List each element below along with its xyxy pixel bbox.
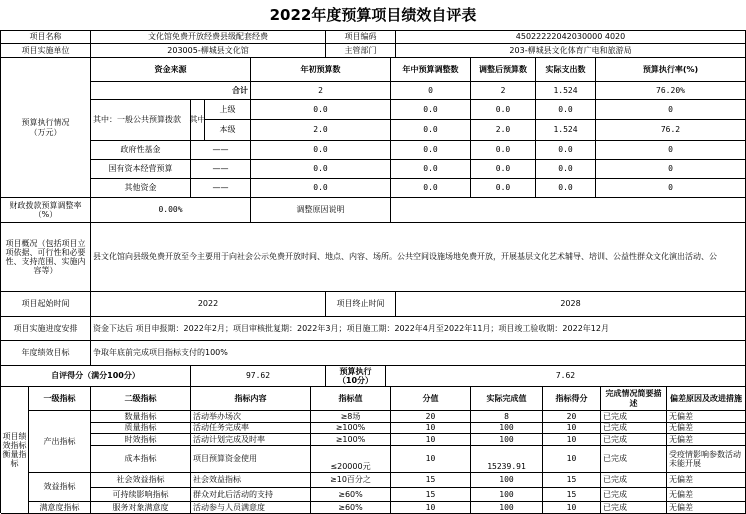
state-adjusted: 0.0 [471,160,536,179]
header-source: 资金来源 [91,58,251,82]
ind-row-6-value: ≥60% [311,502,391,514]
local-adjusted: 2.0 [471,120,536,141]
l1-output: 产出指标 [29,411,91,473]
ind-row-2-content: 活动计划完成及时率 [191,434,311,446]
ind-row-1-got: 10 [543,423,601,434]
state-rate: 0 [596,160,746,179]
local-mid: 0.0 [391,120,471,141]
ind-row-4-got: 15 [543,473,601,488]
ind-row-3-desc: 已完成 [601,446,667,473]
exec-score-label: 预算执行 （10分） [326,366,386,387]
other-adjusted: 0.0 [471,179,536,198]
l1-benefit: 效益指标 [29,473,91,502]
annual-goal-label: 年度绩效目标 [1,341,91,366]
ind-row-3-actual: 15239.91 [471,446,543,473]
ind-row-6-content: 活动参与人员满意度 [191,502,311,514]
total-label: 合计 [91,82,251,100]
total-actual: 1.524 [536,82,596,100]
gov-adjusted: 0.0 [471,141,536,160]
ind-header-desc: 完成情况简要描述 [601,387,667,411]
gov-rate: 0 [596,141,746,160]
self-score-label: 自评得分（满分100分） [1,366,191,387]
end-time-label: 项目终止时间 [326,292,396,317]
state-initial: 0.0 [251,160,391,179]
ind-row-5-content: 群众对此后活动的支持 [191,488,311,502]
impl-unit-label: 项目实施单位 [1,44,91,58]
ind-row-6-score: 10 [391,502,471,514]
start-time-label: 项目起始时间 [1,292,91,317]
ind-row-4-desc: 已完成 [601,473,667,488]
other-dash: —— [191,179,251,198]
gov-initial: 0.0 [251,141,391,160]
local-rate: 76.2 [596,120,746,141]
ind-row-1-desc: 已完成 [601,423,667,434]
local-actual: 1.524 [536,120,596,141]
project-name: 文化馆免费开放经费县级配套经费 [91,31,326,44]
total-rate: 76.20% [596,82,746,100]
adjust-reason [391,198,746,223]
ind-row-5-value: ≥60% [311,488,391,502]
ind-row-0-reason: 无偏差 [667,411,746,423]
gov-fund-label: 政府性基金 [91,141,191,160]
ind-row-5-l2: 可持续影响指标 [91,488,191,502]
ind-row-1-content: 活动任务完成率 [191,423,311,434]
ind-row-5-got: 15 [543,488,601,502]
total-adjusted: 2 [471,82,536,100]
ind-row-2-value: ≥100% [311,434,391,446]
header-mid-adjust: 年中预算调整数 [391,58,471,82]
ind-row-0-value: ≥8场 [311,411,391,423]
ind-row-4-content: 社会效益指标 [191,473,311,488]
upper-adjusted: 0.0 [471,100,536,120]
ind-header-l1: 一级指标 [29,387,91,411]
ind-row-3-l2: 成本指标 [91,446,191,473]
header-actual: 实际支出数 [536,58,596,82]
other-mid: 0.0 [391,179,471,198]
header-adjusted: 调整后预算数 [471,58,536,82]
gov-actual: 0.0 [536,141,596,160]
ind-row-5-score: 15 [391,488,471,502]
ind-row-2-desc: 已完成 [601,434,667,446]
start-time: 2022 [91,292,326,317]
ind-row-2-actual: 100 [471,434,543,446]
ind-row-6-got: 10 [543,502,601,514]
gov-mid: 0.0 [391,141,471,160]
overview-label: 项目概况（包括项目立项依据、可行性和必要性、支持范围、实施内容等） [1,223,91,292]
local-label: 本级 [205,120,251,141]
ind-row-5-reason: 无偏差 [667,488,746,502]
state-capital-dash: —— [191,160,251,179]
ind-row-1-reason: 无偏差 [667,423,746,434]
ind-row-0-score: 20 [391,411,471,423]
adjust-rate-label: 财政拨款预算调整率 （%） [1,198,91,223]
general-label: 其中：一般公共预算拨款 [91,100,191,141]
ind-row-4-reason: 无偏差 [667,473,746,488]
other-initial: 0.0 [251,179,391,198]
ind-header-value: 指标值 [311,387,391,411]
progress-label: 项目实施进度安排 [1,317,91,341]
exec-score-value: 7.62 [386,366,746,387]
state-mid: 0.0 [391,160,471,179]
overview-text: 县文化馆向县级免费开放至今主要用于向社会公示免费开放时间、地点、内容、场所。公共空间设施场地免费开放，开展基层文化艺术辅导、培训、公益性群众文化演出活动、公 [91,223,746,292]
ind-header-reason: 偏差原因及改进措施 [667,387,746,411]
ind-row-6-reason: 无偏差 [667,502,746,514]
ind-row-1-actual: 100 [471,423,543,434]
upper-rate: 0 [596,100,746,120]
ind-row-0-desc: 已完成 [601,411,667,423]
ind-row-0-content: 活动举办场次 [191,411,311,423]
adjust-rate-value: 0.00% [91,198,251,223]
ind-row-6-actual: 100 [471,502,543,514]
ind-row-4-l2: 社会效益指标 [91,473,191,488]
ind-row-4-actual: 100 [471,473,543,488]
project-code: 45022222042030000 4020 [396,31,746,44]
state-actual: 0.0 [536,160,596,179]
ind-header-actual: 实际完成值 [471,387,543,411]
upper-mid: 0.0 [391,100,471,120]
impl-unit: 203005-柳城县文化馆 [91,44,326,58]
of-which-label: 其中 [191,100,205,141]
other-actual: 0.0 [536,179,596,198]
ind-row-3-score: 10 [391,446,471,473]
indicator-section-label: 项目绩效指标衡量指标 [1,387,29,514]
self-score-value: 97.62 [191,366,326,387]
evaluation-table [0,30,746,513]
ind-row-3-content: 项目预算资金使用 [191,446,311,473]
total-mid: 0 [391,82,471,100]
ind-row-4-score: 15 [391,473,471,488]
ind-header-content: 指标内容 [191,387,311,411]
other-rate: 0 [596,179,746,198]
annual-goal-text: 争取年底前完成项目指标支付的100% [91,341,746,366]
adjust-reason-label: 调整原因说明 [251,198,391,223]
budget-section-label: 预算执行情况 （万元） [1,58,91,198]
total-initial: 2 [251,82,391,100]
ind-header-got: 指标得分 [543,387,601,411]
ind-row-2-l2: 时效指标 [91,434,191,446]
progress-text: 资金下达后 项目申报期：2022年2月；项目审核批复期：2022年3月；项目施工期：2022年4月至2022年11月；项目竣工验收期：2022年12月 [91,317,746,341]
ind-row-5-desc: 已完成 [601,488,667,502]
ind-row-3-reason: 受疫情影响参数活动未能开展 [667,446,746,473]
ind-row-0-got: 20 [543,411,601,423]
upper-label: 上级 [205,100,251,120]
ind-row-4-value: ≥10百分之 [311,473,391,488]
project-name-label: 项目名称 [1,31,91,44]
ind-row-2-reason: 无偏差 [667,434,746,446]
header-rate: 预算执行率(%) [596,58,746,82]
ind-header-l2: 二级指标 [91,387,191,411]
project-code-label: 项目编码 [326,31,396,44]
upper-actual: 0.0 [536,100,596,120]
ind-header-score: 分值 [391,387,471,411]
header-initial: 年初预算数 [251,58,391,82]
ind-row-1-l2: 质量指标 [91,423,191,434]
ind-row-2-got: 10 [543,434,601,446]
dept: 203-柳城县文化体育广电和旅游局 [396,44,746,58]
other-label: 其他资金 [91,179,191,198]
state-capital-label: 国有资本经营预算 [91,160,191,179]
ind-row-0-l2: 数量指标 [91,411,191,423]
upper-initial: 0.0 [251,100,391,120]
ind-row-3-value: ≤20000元 [311,446,391,473]
ind-row-0-actual: 8 [471,411,543,423]
ind-row-2-score: 10 [391,434,471,446]
page-title: 2022年度预算项目绩效自评表 [269,6,477,24]
ind-row-3-got: 10 [543,446,601,473]
end-time: 2028 [396,292,746,317]
ind-row-6-desc: 已完成 [601,502,667,514]
ind-row-6-l2: 服务对象满意度 [91,502,191,514]
ind-row-1-value: ≥100% [311,423,391,434]
dept-label: 主管部门 [326,44,396,58]
gov-fund-dash: —— [191,141,251,160]
local-initial: 2.0 [251,120,391,141]
l1-satisfaction: 满意度指标 [29,502,91,514]
ind-row-5-actual: 100 [471,488,543,502]
ind-row-1-score: 10 [391,423,471,434]
